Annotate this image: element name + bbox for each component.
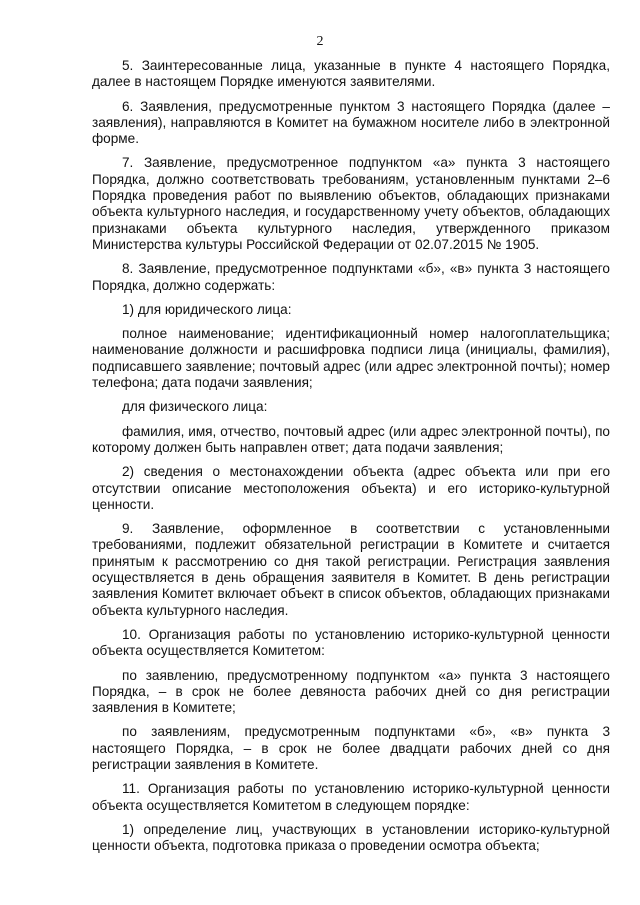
paragraph-11-step-1: 1) определение лиц, участвующих в установлении историко-культурной ценности объекта, подготовка приказа о проведении осмотра объекта; — [92, 821, 610, 854]
paragraph-8: 8. Заявление, предусмотренное подпунктами «б», «в» пункта 3 настоящего Порядка, должно содержать: — [92, 261, 610, 293]
paragraph-10: 10. Организация работы по установлению историко-культурной ценности объекта осуществляется Комитетом: — [92, 626, 610, 659]
paragraph-8-individual-heading: для физического лица: — [122, 399, 268, 415]
paragraph-8-legal-entity-details: полное наименование; идентификационный номер налогоплательщика; наименование должности и расшифровка подписи лица (инициалы, фамилия), подписавшего заявление; почтовый адрес (или адрес электронной почты); номер телефона; дата подачи заявления; — [92, 326, 610, 391]
paragraph-5: 5. Заинтересованные лица, указанные в пункте 4 настоящего Порядка, далее в настоящем Порядке именуются заявителями. — [92, 58, 610, 90]
document-body — [92, 58, 610, 862]
paragraph-9: 9. Заявление, оформленное в соответствии с установленными требованиями, подлежит обязательной регистрации в Комитете и считается принятым к рассмотрению со дня такой регистрации. Регистрация заявления осуществляется в день обращения заявителя в Комитет. В день регистрации заявления Комитет включает объект в список объектов, обладающих признаками объекта культурного наследия. — [92, 521, 610, 618]
paragraph-8-object-location: 2) сведения о местонахождении объекта (адрес объекта или при его отсутствии описание местоположения объекта) и его историко-культурной ценности. — [92, 464, 610, 512]
paragraph-8-individual-details: фамилия, имя, отчество, почтовый адрес (или адрес электронной почты), по которому должен быть направлен ответ; дата подачи заявления; — [92, 423, 610, 455]
paragraph-10-term-a: по заявлению, предусмотренному подпунктом «а» пункта 3 настоящего Порядка, – в срок не более девяноста рабочих дней со дня регистрации заявления в Комитете; — [92, 667, 610, 716]
paragraph-7: 7. Заявление, предусмотренное подпунктом «а» пункта 3 настоящего Порядка, должно соответствовать требованиям, установленным пунктами 2–6 Порядка проведения работ по выявлению объектов, обладающих признаками объекта культурного наследия, и государственному учету объектов, обладающих признаками объекта культурного наследия, утвержденного приказом Министерства культуры Российской Федерации от 02.07.2015 № 1905. — [92, 155, 610, 252]
paragraph-10-term-bc: по заявлениям, предусмотренным подпунктами «б», «в» пункта 3 настоящего Порядка, – в срок не более двадцати рабочих дней со дня регистрации заявления в Комитете. — [92, 724, 610, 772]
paragraph-8-legal-entity-heading: 1) для юридического лица: — [122, 301, 292, 317]
paragraph-6: 6. Заявления, предусмотренные пунктом 3 настоящего Порядка (далее – заявления), направляются в Комитет на бумажном носителе либо в электронной форме. — [92, 98, 610, 147]
page-number: 2 — [316, 34, 324, 49]
paragraph-11: 11. Организация работы по установлению историко-культурной ценности объекта осуществляется Комитетом в следующем порядке: — [92, 781, 610, 813]
